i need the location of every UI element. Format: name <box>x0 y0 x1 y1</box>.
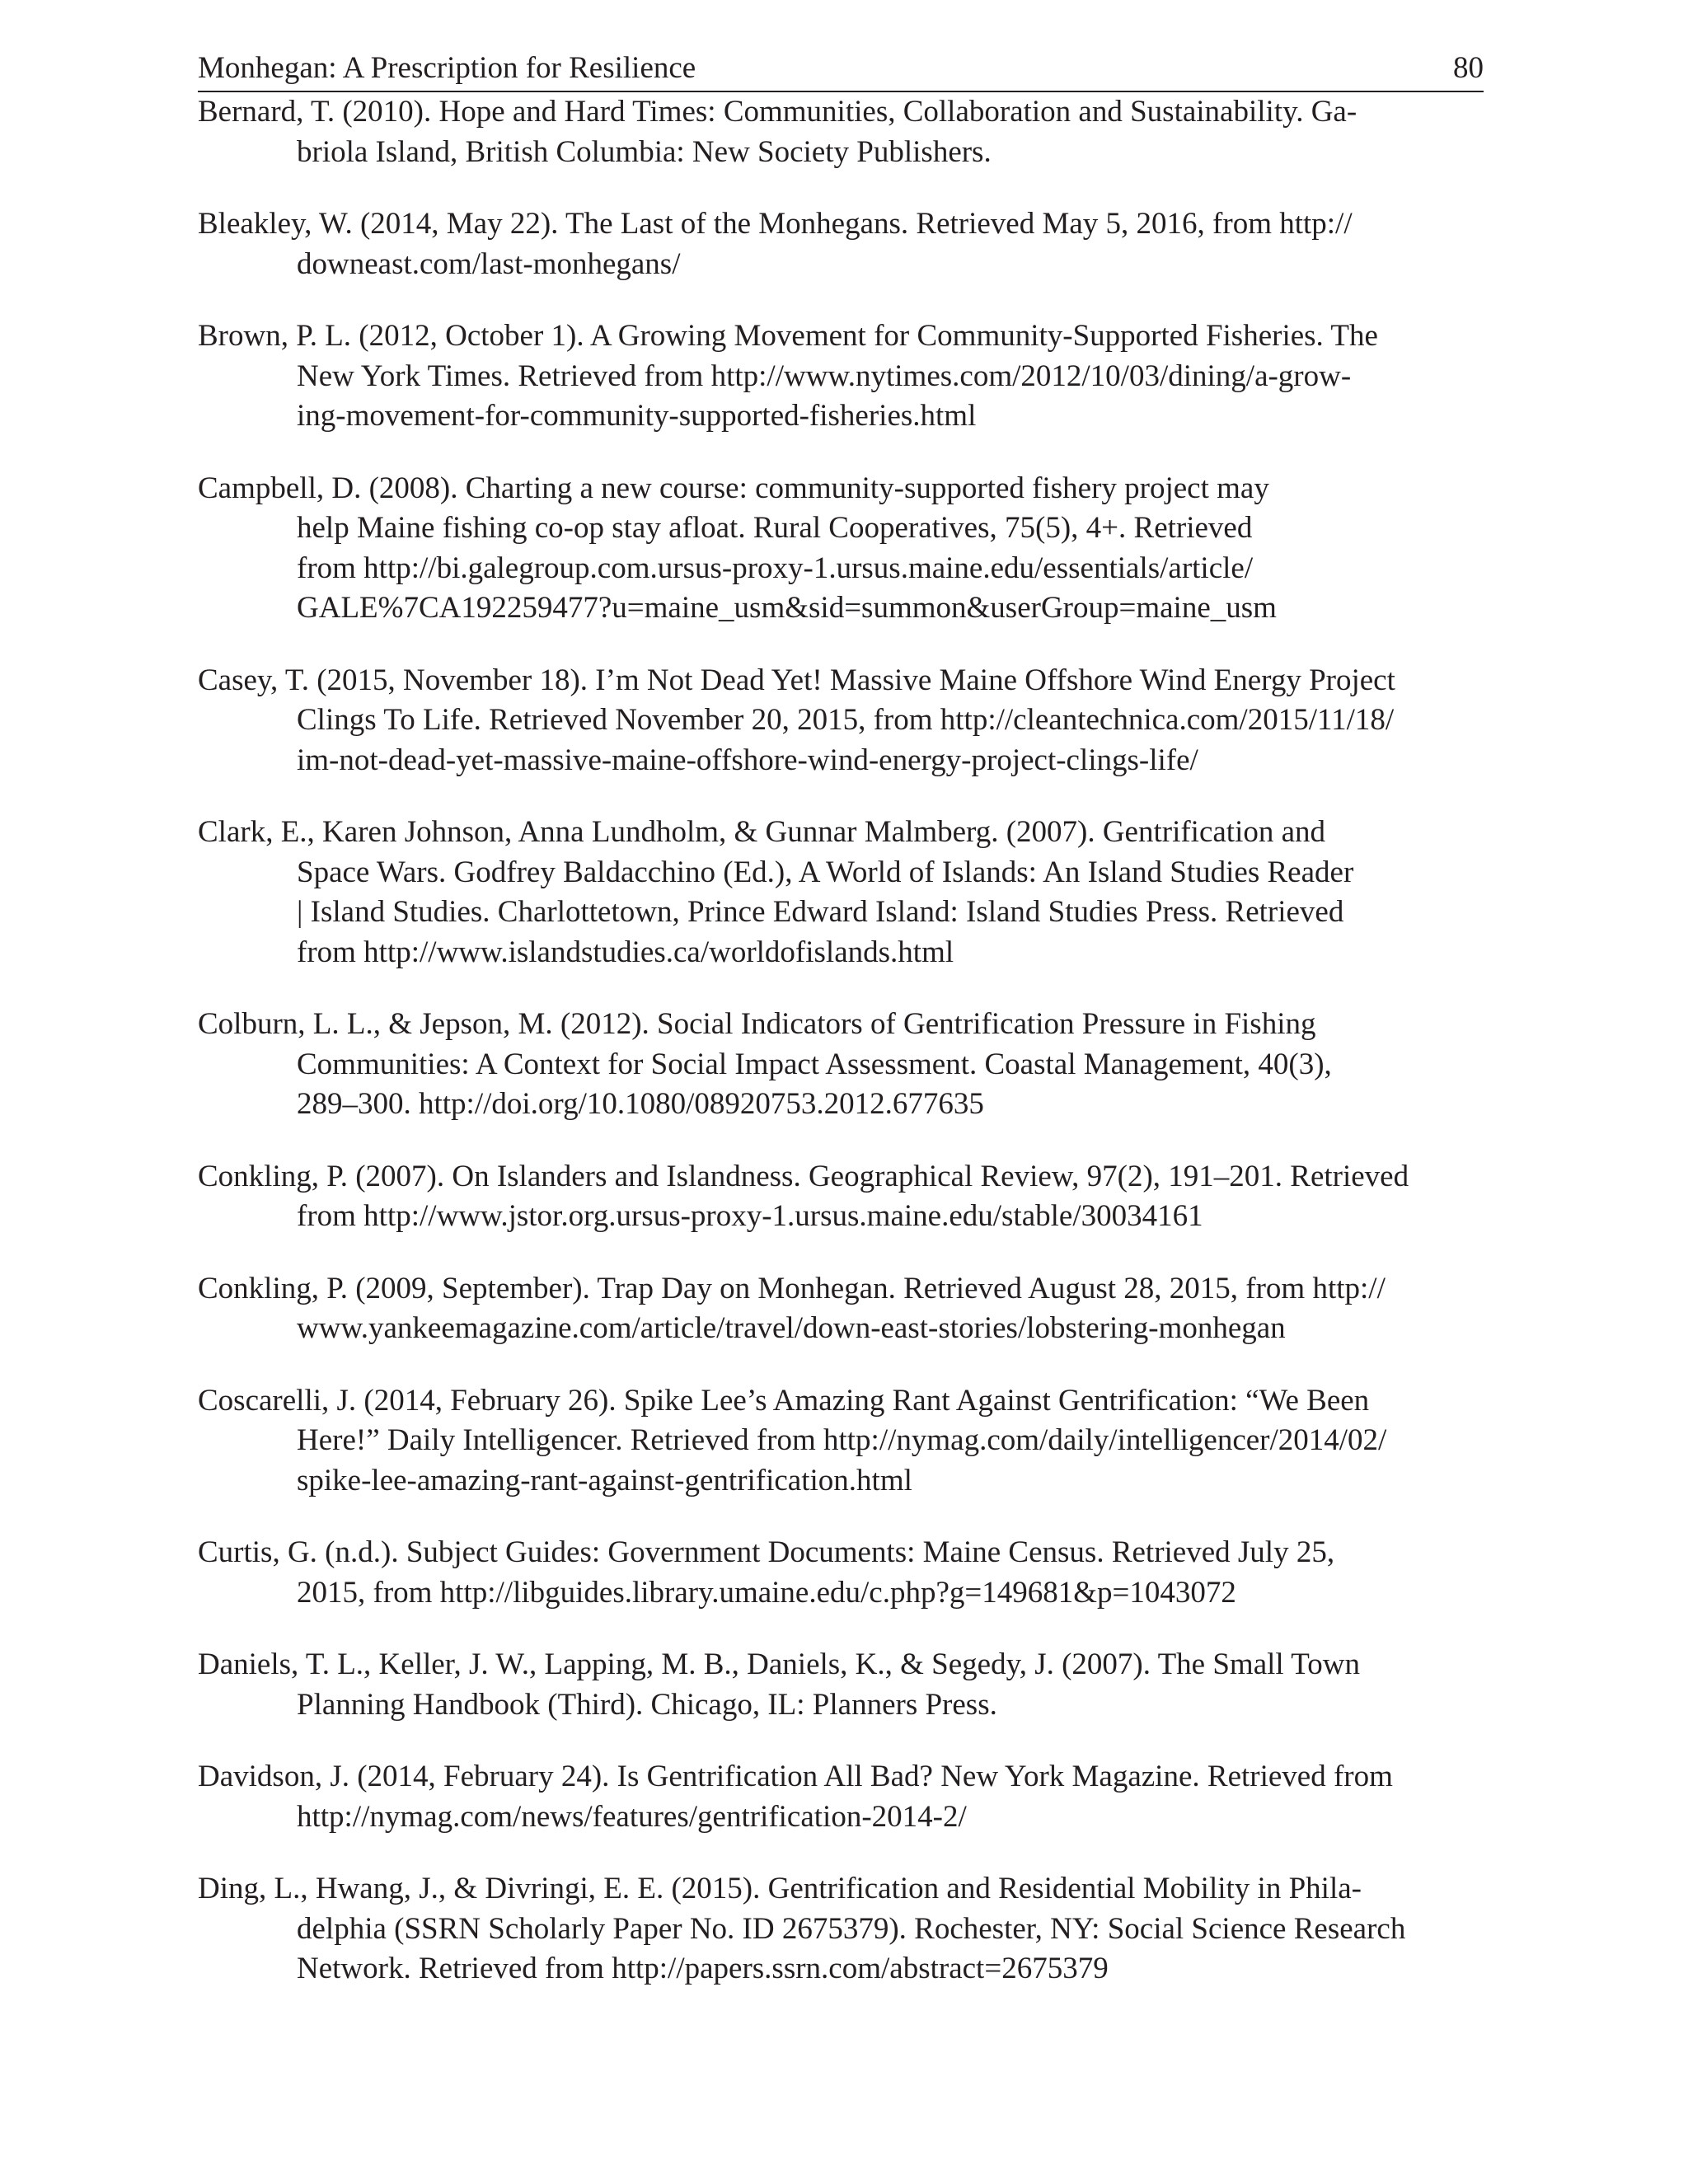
reference-entry-brown: Brown, P. L. (2012, October 1). A Growing Movement for Community-Supported Fisheries. The New York Times. Retrieved from http://www.nytimes.com/2012/10/03/dining/a-grow- ing-movement-for-community-supported-fisheries.html <box>198 319 1378 433</box>
reference-list <box>198 92 1484 2022</box>
reference-entry-campbell: Campbell, D. (2008). Charting a new course: community-supported fishery project may help Maine fishing co-op stay afloat. Rural Cooperatives, 75(5), 4+. Retrieved from http://bi.galegroup.com.ursus-proxy-1.ursus.maine.edu/essentials/article/ GALE%7CA192259477?u=maine_usm&sid=summon&userGroup=maine_usm <box>198 471 1277 625</box>
reference-entry-bernard: Bernard, T. (2010). Hope and Hard Times: Communities, Collaboration and Sustainability. Ga- briola Island, British Columbia: New Society Publishers. <box>198 95 1357 169</box>
reference-entry-clark: Clark, E., Karen Johnson, Anna Lundholm, & Gunnar Malmberg. (2007). Gentrification and Space Wars. Godfrey Baldacchino (Ed.), A World of Islands: An Island Studies Reader | Island Studies. Charlottetown, Prince Edward Island: Island Studies Press. Retrieved from http://www.islandstudies.ca/worldofislands.html <box>198 815 1354 969</box>
reference-entry-coscarelli: Coscarelli, J. (2014, February 26). Spike Lee’s Amazing Rant Against Gentrification: “We Been Here!” Daily Intelligencer. Retrieved from http://nymag.com/daily/intelligencer/2014/02/ spike-lee-amazing-rant-against-gentrification.html <box>198 1383 1387 1497</box>
page-number: 80 <box>1453 51 1484 85</box>
reference-entry-casey: Casey, T. (2015, November 18). I’m Not Dead Yet! Massive Maine Offshore Wind Energy Project Clings To Life. Retrieved November 20, 2015, from http://cleantechnica.com/2015/11/18/ im-not-dead-yet-massive-maine-offshore-wind-energy-project-clings-life/ <box>198 663 1395 777</box>
reference-entry-ding: Ding, L., Hwang, J., & Divringi, E. E. (2015). Gentrification and Residential Mobility in Phila- delphia (SSRN Scholarly Paper No. ID 2675379). Rochester, NY: Social Science Research Network. Retrieved from http://papers.ssrn.com/abstract=2675379 <box>198 1872 1406 1985</box>
reference-entry-bleakley: Bleakley, W. (2014, May 22). The Last of the Monhegans. Retrieved May 5, 2016, from http:// downeast.com/last-monhegans/ <box>198 207 1353 281</box>
reference-entry-davidson: Davidson, J. (2014, February 24). Is Gentrification All Bad? New York Magazine. Retrieved from http://nymag.com/news/features/gentrification-2014-2/ <box>198 1760 1393 1834</box>
reference-entry-colburn: Colburn, L. L., & Jepson, M. (2012). Social Indicators of Gentrification Pressure in Fishing Communities: A Context for Social Impact Assessment. Coastal Management, 40(3), 289–300. http://doi.org/10.1080/08920753.2012.677635 <box>198 1007 1332 1121</box>
reference-entry-daniels: Daniels, T. L., Keller, J. W., Lapping, M. B., Daniels, K., & Segedy, J. (2007). The Small Town Planning Handbook (Third). Chicago, IL: Planners Press. <box>198 1647 1361 1722</box>
running-header <box>198 48 1484 92</box>
reference-entry-conkling-2009: Conkling, P. (2009, September). Trap Day on Monhegan. Retrieved August 28, 2015, from http:// www.yankeemagazine.com/article/travel/down-east-stories/lobstering-monhegan <box>198 1271 1386 1345</box>
reference-entry-curtis: Curtis, G. (n.d.). Subject Guides: Government Documents: Maine Census. Retrieved July 25, 2015, from http://libguides.library.umaine.edu/c.php?g=149681&p=1043072 <box>198 1535 1335 1610</box>
running-header-title: Monhegan: A Prescription for Resilience <box>198 51 696 85</box>
reference-entry-conkling-2007: Conkling, P. (2007). On Islanders and Islandness. Geographical Review, 97(2), 191–201. Retrieved from http://www.jstor.org.ursus-proxy-1.ursus.maine.edu/stable/30034161 <box>198 1159 1409 1233</box>
